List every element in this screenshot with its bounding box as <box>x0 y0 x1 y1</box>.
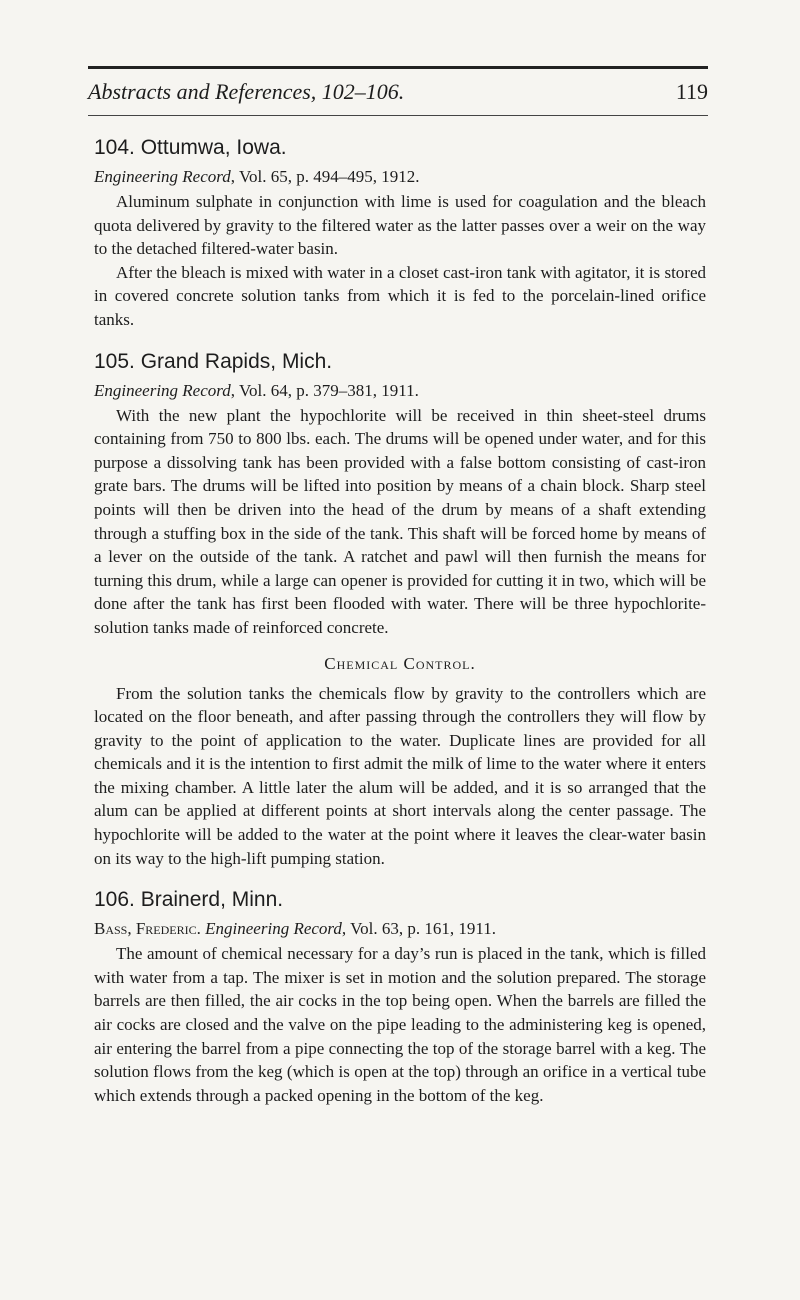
citation-details: , Vol. 63, p. 161, 1911. <box>341 919 497 939</box>
citation-journal: Engineering Record <box>94 167 231 186</box>
entry-citation <box>94 165 706 188</box>
book-page <box>88 66 708 1123</box>
header-rule-top <box>88 66 708 69</box>
entry-105 <box>94 348 706 871</box>
citation-details: , Vol. 64, p. 379–381, 1911. <box>230 380 419 400</box>
entry-heading: 105. Grand Rapids, Mich. <box>94 349 333 373</box>
citation-author: Bass, Frederic. <box>94 919 201 939</box>
entry-citation <box>94 917 706 940</box>
body-paragraph: From the solution tanks the chemicals flow by gravity to the controllers which are located on the floor beneath, and after passing through the controllers they will flow by gravity to the point of application to the water. Duplicate lines are provided for all chemicals and it is the intention to first admit the milk of lime to the water where it enters the mixing chamber. A little later the alum will be added, and it is so arranged that the alum can be applied at different points at short intervals along the center passage. The hypochlorite will be added to the water at the point where it leaves the clear-water basin on its way to the high-lift pumping station. <box>94 683 706 868</box>
entry-106 <box>94 886 706 1107</box>
entry-heading: 106. Brainerd, Minn. <box>94 888 284 912</box>
section-subheading: Chemical Control. <box>324 653 476 673</box>
page-number: 119 <box>675 79 708 104</box>
citation-journal: Engineering Record <box>94 380 231 400</box>
running-title: Abstracts and References, 102–106. <box>88 79 405 104</box>
header-rule-bottom <box>88 115 708 116</box>
entry-citation <box>94 379 706 402</box>
body-paragraph: The amount of chemical necessary for a day’s run is placed in the tank, which is filled with water from a tap. The mixer is set in motion and the solution prepared. The storage barrels are then filled, the air cocks in the top being open. When the barrels are filled the air cocks are closed and the valve on the pipe leading to the administering keg is opened, air entering the barrel from a pipe connecting the top of the storage barrel with a keg. The solution flows from the keg (which is open at the top) through an orifice in a vertical tube which extends through a packed opening in the bottom of the keg. <box>94 944 706 1105</box>
page-content <box>94 134 706 1107</box>
entry-heading: 104. Ottumwa, Iowa. <box>94 136 287 159</box>
running-head <box>88 79 708 105</box>
body-paragraph: After the bleach is mixed with water in a closet cast-iron tank with agitator, it is stored in covered concrete solution tanks from which it is fed to the porcelain-lined orifice tanks. <box>94 262 706 329</box>
citation-details: , Vol. 65, p. 494–495, 1912. <box>230 167 420 186</box>
body-paragraph: With the new plant the hypochlorite will be received in thin sheet-steel drums containing from 750 to 800 lbs. each. The drums will be opened under water, and for this purpose a dissolving tank has been provided with a false bottom consisting of cast-iron grate bars. The drums will be lifted into position by means of a chain block. Sharp steel points will then be driven into the head of the drum by means of a shaft extending through a stuffing box in the side of the tank. This shaft will be forced home by means of a lever on the outside of the tank. A ratchet and pawl will then furnish the means for turning this drum, while a large can opener is provided for cutting it in two, which will be done after the tank has first been flooded with water. There will be three hypochlorite-solution tanks made of reinforced concrete. <box>94 405 706 637</box>
entry-104 <box>94 134 706 332</box>
body-paragraph: Aluminum sulphate in conjunction with lime is used for coagulation and the bleach quota delivered by gravity to the filtered water as the latter passes over a weir on the way to the detached filtered-water basin. <box>94 192 706 259</box>
citation-journal: Engineering Record <box>205 919 342 939</box>
